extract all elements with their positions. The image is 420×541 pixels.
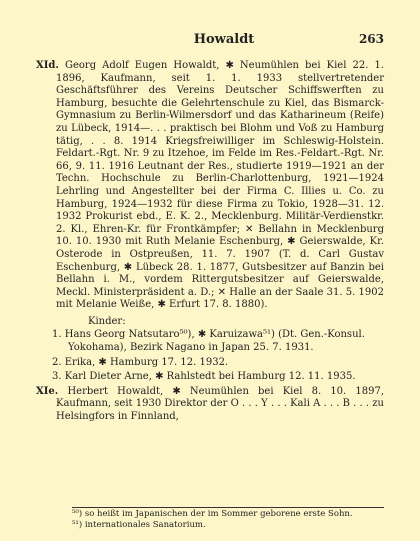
footnote-mark: ⁵¹) bbox=[72, 520, 83, 530]
genealogy-entry bbox=[36, 60, 384, 312]
footnote-text: so heißt im Japanischen der im Sommer geborene erste Sohn. bbox=[84, 509, 353, 519]
entry-text: Herbert Howaldt, ✱ Neumühlen bei Kiel 8. 10. 1897, Kaufmann, seit 1930 Direktor der O . . . Y . . . Kali A . . . B . . . zu Helsingfors in Finnland, bbox=[56, 385, 384, 423]
child-item bbox=[36, 357, 384, 370]
child-number: 3. bbox=[52, 371, 62, 383]
page-header bbox=[64, 32, 384, 50]
footnote bbox=[72, 520, 384, 531]
children-heading: Kinder: bbox=[88, 315, 126, 327]
child-number: 2. bbox=[52, 356, 62, 368]
child-text: Hans Georg Natsutaro⁵⁰), ✱ Karuizawa⁵¹) (Dt. Gen.-Konsul. Yokohama), Bezirk Nagano in Japan 25. 7. 1931. bbox=[64, 329, 365, 354]
running-title: Howaldt bbox=[193, 32, 255, 47]
entry-id: XIe. bbox=[36, 385, 59, 397]
child-number: 1. bbox=[52, 329, 62, 341]
footnote bbox=[72, 509, 384, 520]
genealogy-entry bbox=[36, 386, 384, 424]
footnotes bbox=[72, 507, 384, 531]
entry-id: XId. bbox=[36, 60, 59, 71]
page-number: 263 bbox=[358, 32, 384, 46]
footnote-text: internationales Sanatorium. bbox=[84, 520, 206, 530]
entry-text: Georg Adolf Eugen Howaldt, ✱ Neumühlen bei Kiel 22. 1. 1896, Kaufmann, seit 1. 1. 1933 stellvertretender Geschäftsführer des Vereins Deutscher Schiffswerften zu Hamburg, besuchte die Gelehrtenschule zu Kiel, das Bismarck-Gymnasium zu Berlin-Wilmersdorf und das Katharineum (Reife) zu Lübeck, 1914—. . . praktisch bei Blohm und Voß zu Hamburg tätig, . . 8. 1914 Kriegsfreiwilliger im Schleswig-Holstein. Feldart.-Rgt. Nr. 9 zu Itzehoe, im Felde im Res.-Feldart.-Rgt. Nr. 66, 9. 11. 1916 Leutnant der Res., studierte 1919—1921 an der Techn. Hochschule zu Berlin-Charlottenburg, 1921—1924 Lehrling und Angestellter bei der Firma C. Illies u. Co. zu Hamburg, 1924—1932 für diese Firma zu Tokio, 1928—31. 12. 1932 Prokurist ebd., E. K. 2., Mecklenburg. Militär-Verdienstkr. 2. Kl., Ehren-Kr. für Frontkämpfer; ✕ Bellahn in Mecklenburg 10. 10. 1930 mit Ruth Melanie Eschenburg, ✱ Geierswalde, Kr. Osterode in Ostpreußen, 11. 7. 1907 (T. d. Carl Gustav Eschenburg, ✱ Lübeck 28. 1. 1877, Gutsbesitzer auf Banzin bei Bellahn i. M., vordem Rittergutsbesitzer auf Geierswalde, Meckl. Ministerpräsident a. D.; ✕ Halle an der Saale 31. 5. 1902 mit Melanie Weiße, ✱ Erfurt 17. 8. 1880). bbox=[56, 60, 384, 311]
footnote-mark: ⁵⁰) bbox=[72, 509, 83, 519]
child-text: Karl Dieter Arne, ✱ Rahlstedt bei Hamburg 12. 11. 1935. bbox=[64, 371, 356, 383]
child-item bbox=[36, 329, 384, 354]
page-body bbox=[36, 60, 384, 428]
child-text: Erika, ✱ Hamburg 17. 12. 1932. bbox=[64, 356, 229, 368]
child-item bbox=[36, 371, 384, 384]
